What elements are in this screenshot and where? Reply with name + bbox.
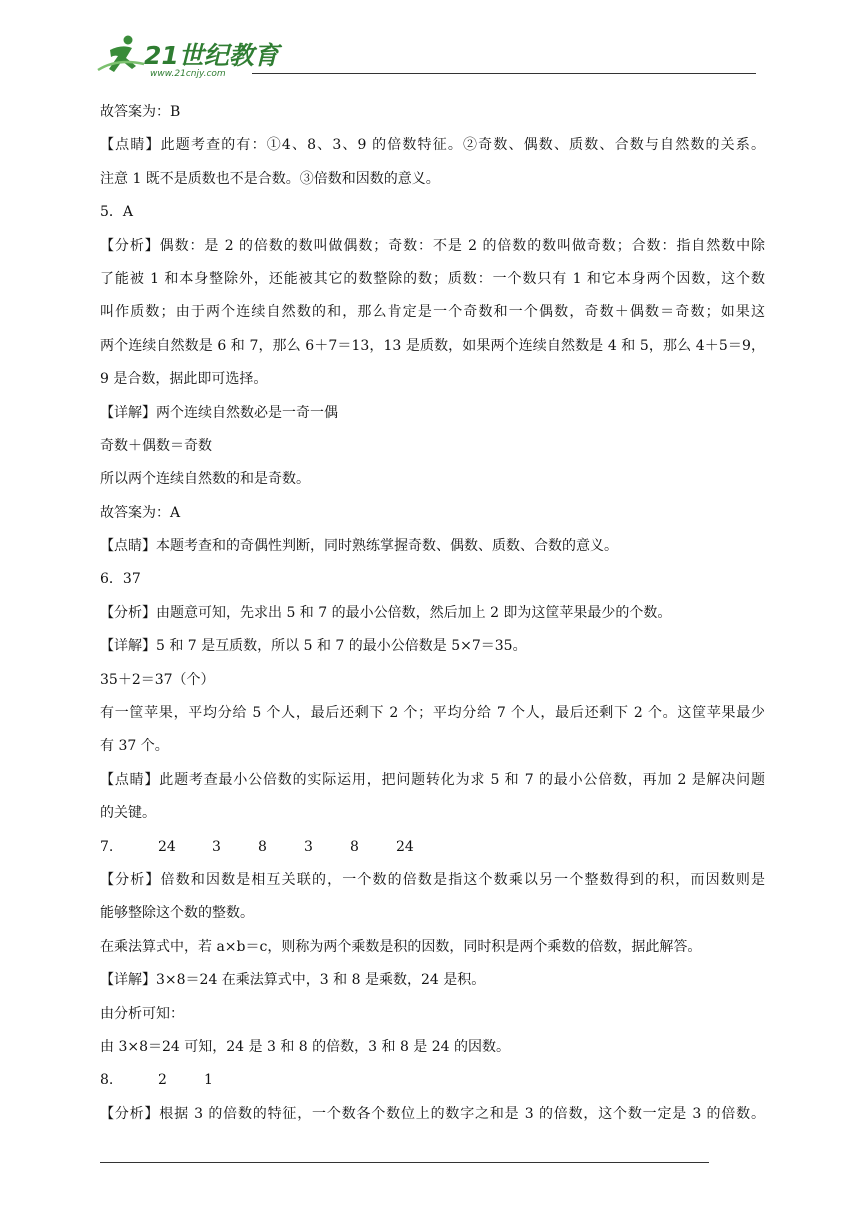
text-line: 故答案为：A (100, 504, 181, 521)
answer-value: 24 (158, 838, 176, 855)
logo-brand-text: 21世纪教育 (144, 41, 279, 70)
text-line: 【分析】由题意可知，先求出 5 和 7 的最小公倍数，然后加上 2 即为这筐苹果最少的个数。 (100, 604, 672, 621)
answer-value: 3 (304, 838, 313, 855)
text-line: 由分析可知： (100, 1005, 184, 1022)
text-line: 35＋2＝37（个） (100, 671, 215, 688)
question-number: 6．37 (100, 571, 141, 588)
text-line: 由 3×8＝24 可知，24 是 3 和 8 的倍数，3 和 8 是 24 的因数。 (100, 1038, 511, 1055)
text-line: 故答案为：B (100, 104, 181, 120)
text-line: 9 是合数，据此即可选择。 (100, 371, 268, 388)
text-line: 【分析】偶数：是 2 的倍数的数叫做偶数；奇数：不是 2 的倍数的数叫做奇数；合数：指自然数中除 (100, 237, 765, 254)
header-divider (252, 73, 756, 74)
text-line: 【分析】根据 3 的倍数的特征，一个数各个数位上的数字之和是 3 的倍数，这个数一定是 3 的倍数。 (100, 1105, 765, 1122)
page-header (92, 28, 756, 80)
question-number: 8. (100, 1072, 114, 1089)
text-line: 【点睛】此题考查最小公倍数的实际运用，把问题转化为求 5 和 7 的最小公倍数，再加 2 是解决问题 (100, 771, 765, 788)
text-line: 两个连续自然数是 6 和 7，那么 6＋7＝13，13 是质数，如果两个连续自然数是 4 和 5，那么 4＋5＝9， (100, 337, 765, 354)
answer-value: 8 (258, 838, 267, 855)
text-line: 【点睛】本题考查和的奇偶性判断，同时熟练掌握奇数、偶数、质数、合数的意义。 (100, 538, 618, 555)
text-line: 有一筐苹果，平均分给 5 个人，最后还剩下 2 个；平均分给 7 个人，最后还剩下 2 个。这筐苹果最少 (100, 705, 765, 722)
text-line: 奇数＋偶数＝奇数 (100, 437, 212, 454)
text-line: 能够整除这个数的整数。 (100, 905, 254, 922)
answer-value: 1 (204, 1072, 213, 1089)
text-line: 了能被 1 和本身整除外，还能被其它的数整除的数；质数：一个数只有 1 和它本身两个因数，这个数 (100, 270, 765, 287)
text-line: 【详解】3×8＝24 在乘法算式中，3 和 8 是乘数，24 是积。 (100, 972, 486, 989)
answer-value: 3 (212, 838, 221, 855)
text-line: 所以两个连续自然数的和是奇数。 (100, 471, 310, 488)
answer-value: 24 (396, 838, 414, 855)
logo-url-text: www.21cnjy.com (150, 69, 226, 79)
text-line: 叫作质数；由于两个连续自然数的和，那么肯定是一个奇数和一个偶数，奇数＋偶数＝奇数；如果这 (100, 304, 765, 321)
answer-value: 2 (158, 1072, 167, 1089)
brand-logo-icon (92, 28, 279, 80)
question-7-answers (100, 839, 765, 856)
question-number: 7. (100, 838, 114, 855)
document-body (100, 104, 765, 1139)
text-line: 【点睛】此题考查的有：①4、8、3、9 的倍数特征。②奇数、偶数、质数、合数与自然数的关系。 (100, 137, 765, 154)
text-line: 的关键。 (100, 805, 156, 822)
question-8-answers (100, 1072, 765, 1089)
text-line: 【详解】两个连续自然数必是一奇一偶 (100, 404, 338, 421)
footer-divider (100, 1162, 709, 1163)
text-line: 有 37 个。 (100, 738, 169, 755)
text-line: 【详解】5 和 7 是互质数，所以 5 和 7 的最小公倍数是 5×7＝35。 (100, 638, 527, 655)
text-line: 在乘法算式中，若 a×b＝c，则称为两个乘数是积的因数，同时积是两个乘数的倍数，据此解答。 (100, 938, 702, 955)
question-number: 5．A (100, 204, 134, 221)
text-line: 【分析】倍数和因数是相互关联的，一个数的倍数是指这个数乘以另一个整数得到的积，而因数则是 (100, 871, 765, 888)
text-line: 注意 1 既不是质数也不是合数。③倍数和因数的意义。 (100, 170, 440, 187)
answer-value: 8 (350, 838, 359, 855)
